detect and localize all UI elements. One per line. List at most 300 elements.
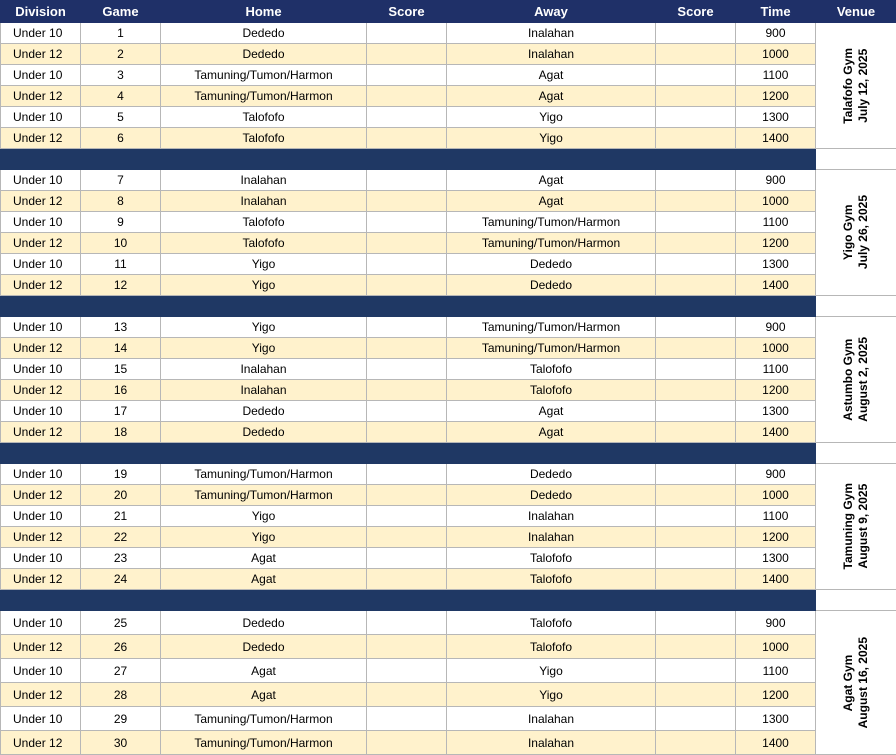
away-score-cell[interactable] (656, 86, 736, 107)
time-cell: 1400 (736, 128, 816, 149)
home-score-cell[interactable] (367, 506, 447, 527)
game-number-cell: 14 (81, 338, 161, 359)
game-number-cell: 7 (81, 170, 161, 191)
venue-label (841, 483, 871, 569)
away-score-cell[interactable] (656, 611, 736, 635)
home-team-cell: Yigo (161, 254, 367, 275)
table-row (1, 485, 896, 506)
home-header: Home (161, 1, 367, 23)
away-score-cell[interactable] (656, 683, 736, 707)
away-team-cell: Agat (447, 170, 656, 191)
table-row (1, 548, 896, 569)
time-cell: 900 (736, 23, 816, 44)
table-row (1, 275, 896, 296)
separator-cell (367, 590, 447, 611)
home-team-cell: Agat (161, 569, 367, 590)
time-cell: 900 (736, 170, 816, 191)
home-score-cell[interactable] (367, 86, 447, 107)
separator-cell (161, 296, 367, 317)
table-row (1, 635, 896, 659)
game-number-cell: 15 (81, 359, 161, 380)
home-team-cell: Dededo (161, 23, 367, 44)
table-row (1, 401, 896, 422)
game-number-cell: 27 (81, 659, 161, 683)
time-cell: 1200 (736, 683, 816, 707)
table-row (1, 107, 896, 128)
venue-name: Yigo Gym (841, 195, 856, 269)
time-cell: 1200 (736, 380, 816, 401)
home-score-cell[interactable] (367, 44, 447, 65)
away-score-cell[interactable] (656, 401, 736, 422)
time-cell: 1300 (736, 254, 816, 275)
division-cell: Under 10 (1, 707, 81, 731)
game-number-cell: 29 (81, 707, 161, 731)
away-score-cell[interactable] (656, 338, 736, 359)
game-number-cell: 6 (81, 128, 161, 149)
game-number-cell: 11 (81, 254, 161, 275)
separator-cell (447, 149, 656, 170)
away-score-cell[interactable] (656, 128, 736, 149)
home-score-cell[interactable] (367, 659, 447, 683)
time-cell: 1200 (736, 86, 816, 107)
away-team-cell: Talofofo (447, 569, 656, 590)
away-score-cell[interactable] (656, 527, 736, 548)
division-cell: Under 12 (1, 338, 81, 359)
home-score-cell[interactable] (367, 683, 447, 707)
separator-cell (1, 590, 81, 611)
venue-name: Astumbo Gym (841, 337, 856, 422)
home-score-cell[interactable] (367, 548, 447, 569)
home-team-cell: Talofofo (161, 212, 367, 233)
separator-cell (367, 443, 447, 464)
table-row (1, 317, 896, 338)
home-score-cell[interactable] (367, 635, 447, 659)
away-team-cell: Inalahan (447, 731, 656, 755)
game-number-cell: 4 (81, 86, 161, 107)
division-cell: Under 12 (1, 731, 81, 755)
away-team-cell: Yigo (447, 107, 656, 128)
game-number-cell: 25 (81, 611, 161, 635)
time-cell: 1000 (736, 44, 816, 65)
game-number-cell: 22 (81, 527, 161, 548)
division-cell: Under 10 (1, 401, 81, 422)
venue-date: August 9, 2025 (856, 483, 871, 569)
home-team-cell: Tamuning/Tumon/Harmon (161, 464, 367, 485)
separator-cell (736, 590, 816, 611)
away-score-cell[interactable] (656, 317, 736, 338)
time-cell: 1400 (736, 731, 816, 755)
time-cell: 1000 (736, 485, 816, 506)
table-row (1, 170, 896, 191)
away-score-cell[interactable] (656, 548, 736, 569)
table-row (1, 422, 896, 443)
separator-venue-cell (816, 590, 896, 611)
home-score-cell[interactable] (367, 611, 447, 635)
division-cell: Under 12 (1, 233, 81, 254)
away-team-cell: Dededo (447, 275, 656, 296)
game-number-cell: 17 (81, 401, 161, 422)
time-cell: 900 (736, 317, 816, 338)
away-team-cell: Inalahan (447, 506, 656, 527)
home-team-cell: Talofofo (161, 128, 367, 149)
time-cell: 1400 (736, 275, 816, 296)
away-team-cell: Agat (447, 86, 656, 107)
time-cell: 1100 (736, 212, 816, 233)
home-score-header: Score (367, 1, 447, 23)
time-cell: 1300 (736, 548, 816, 569)
home-score-cell[interactable] (367, 464, 447, 485)
time-cell: 1300 (736, 707, 816, 731)
separator-cell (736, 443, 816, 464)
table-row (1, 191, 896, 212)
separator-cell (1, 296, 81, 317)
division-cell: Under 12 (1, 191, 81, 212)
separator-cell (736, 296, 816, 317)
game-header: Game (81, 1, 161, 23)
table-row (1, 683, 896, 707)
away-score-cell[interactable] (656, 659, 736, 683)
schedule-body (1, 23, 896, 755)
division-cell: Under 10 (1, 212, 81, 233)
separator-cell (161, 149, 367, 170)
time-header: Time (736, 1, 816, 23)
time-cell: 1100 (736, 506, 816, 527)
away-team-cell: Inalahan (447, 527, 656, 548)
home-score-cell[interactable] (367, 401, 447, 422)
game-number-cell: 24 (81, 569, 161, 590)
separator-cell (656, 149, 736, 170)
table-row (1, 254, 896, 275)
home-team-cell: Dededo (161, 635, 367, 659)
time-cell: 900 (736, 611, 816, 635)
away-team-cell: Dededo (447, 254, 656, 275)
home-score-cell[interactable] (367, 107, 447, 128)
game-number-cell: 30 (81, 731, 161, 755)
home-team-cell: Inalahan (161, 191, 367, 212)
home-team-cell: Dededo (161, 44, 367, 65)
home-team-cell: Tamuning/Tumon/Harmon (161, 485, 367, 506)
separator-venue-cell (816, 149, 896, 170)
game-number-cell: 1 (81, 23, 161, 44)
home-team-cell: Inalahan (161, 170, 367, 191)
table-row (1, 569, 896, 590)
venue-label (841, 48, 871, 124)
away-score-cell[interactable] (656, 506, 736, 527)
away-header: Away (447, 1, 656, 23)
home-team-cell: Yigo (161, 317, 367, 338)
game-number-cell: 3 (81, 65, 161, 86)
away-score-cell[interactable] (656, 635, 736, 659)
home-score-cell[interactable] (367, 65, 447, 86)
away-score-cell[interactable] (656, 485, 736, 506)
home-score-cell[interactable] (367, 380, 447, 401)
separator-row (1, 590, 896, 611)
venue-name: Talafofo Gym (841, 48, 856, 124)
home-score-cell[interactable] (367, 707, 447, 731)
table-row (1, 359, 896, 380)
away-team-cell: Tamuning/Tumon/Harmon (447, 212, 656, 233)
table-row (1, 65, 896, 86)
home-team-cell: Inalahan (161, 380, 367, 401)
away-score-cell[interactable] (656, 464, 736, 485)
game-number-cell: 18 (81, 422, 161, 443)
away-team-cell: Talofofo (447, 359, 656, 380)
away-team-cell: Agat (447, 422, 656, 443)
separator-cell (736, 149, 816, 170)
separator-venue-cell (816, 443, 896, 464)
away-score-cell[interactable] (656, 107, 736, 128)
division-cell: Under 12 (1, 128, 81, 149)
venue-cell (816, 170, 896, 296)
division-cell: Under 10 (1, 548, 81, 569)
division-cell: Under 10 (1, 611, 81, 635)
game-number-cell: 19 (81, 464, 161, 485)
table-row (1, 86, 896, 107)
separator-cell (367, 296, 447, 317)
separator-cell (161, 590, 367, 611)
away-score-cell[interactable] (656, 65, 736, 86)
game-number-cell: 8 (81, 191, 161, 212)
division-cell: Under 12 (1, 422, 81, 443)
game-number-cell: 10 (81, 233, 161, 254)
separator-cell (1, 443, 81, 464)
home-score-cell[interactable] (367, 338, 447, 359)
table-row (1, 527, 896, 548)
venue-cell (816, 464, 896, 590)
away-team-cell: Yigo (447, 659, 656, 683)
separator-cell (81, 590, 161, 611)
separator-cell (1, 149, 81, 170)
table-row (1, 233, 896, 254)
table-row (1, 23, 896, 44)
home-score-cell[interactable] (367, 212, 447, 233)
time-cell: 1000 (736, 635, 816, 659)
division-cell: Under 12 (1, 485, 81, 506)
header-row (1, 1, 896, 23)
away-score-cell[interactable] (656, 380, 736, 401)
home-team-cell: Agat (161, 548, 367, 569)
division-cell: Under 10 (1, 254, 81, 275)
division-cell: Under 12 (1, 683, 81, 707)
division-cell: Under 12 (1, 527, 81, 548)
away-score-cell[interactable] (656, 254, 736, 275)
game-number-cell: 23 (81, 548, 161, 569)
home-team-cell: Tamuning/Tumon/Harmon (161, 86, 367, 107)
venue-date: July 12, 2025 (856, 48, 871, 124)
division-cell: Under 10 (1, 506, 81, 527)
separator-cell (81, 149, 161, 170)
time-cell: 1200 (736, 233, 816, 254)
home-team-cell: Yigo (161, 527, 367, 548)
home-score-cell[interactable] (367, 233, 447, 254)
division-cell: Under 10 (1, 464, 81, 485)
away-team-cell: Tamuning/Tumon/Harmon (447, 233, 656, 254)
venue-date: August 16, 2025 (856, 637, 871, 728)
table-row (1, 707, 896, 731)
home-score-cell[interactable] (367, 527, 447, 548)
table-row (1, 212, 896, 233)
home-team-cell: Yigo (161, 506, 367, 527)
division-cell: Under 10 (1, 359, 81, 380)
away-score-cell[interactable] (656, 731, 736, 755)
away-score-cell[interactable] (656, 191, 736, 212)
venue-date: August 2, 2025 (856, 337, 871, 422)
away-score-cell[interactable] (656, 170, 736, 191)
away-score-cell[interactable] (656, 233, 736, 254)
away-team-cell: Dededo (447, 485, 656, 506)
time-cell: 1100 (736, 65, 816, 86)
away-score-cell[interactable] (656, 275, 736, 296)
home-score-cell[interactable] (367, 317, 447, 338)
table-row (1, 128, 896, 149)
venue-label (841, 637, 871, 728)
home-team-cell: Agat (161, 683, 367, 707)
away-team-cell: Dededo (447, 464, 656, 485)
venue-cell (816, 317, 896, 443)
home-team-cell: Dededo (161, 611, 367, 635)
home-score-cell[interactable] (367, 23, 447, 44)
away-team-cell: Talofofo (447, 635, 656, 659)
game-number-cell: 16 (81, 380, 161, 401)
division-cell: Under 10 (1, 317, 81, 338)
division-cell: Under 10 (1, 107, 81, 128)
game-number-cell: 9 (81, 212, 161, 233)
home-score-cell[interactable] (367, 485, 447, 506)
separator-cell (447, 443, 656, 464)
away-score-cell[interactable] (656, 707, 736, 731)
separator-row (1, 149, 896, 170)
game-number-cell: 2 (81, 44, 161, 65)
away-team-cell: Tamuning/Tumon/Harmon (447, 317, 656, 338)
separator-cell (447, 590, 656, 611)
home-team-cell: Dededo (161, 401, 367, 422)
away-team-cell: Yigo (447, 683, 656, 707)
home-team-cell: Inalahan (161, 359, 367, 380)
venue-cell (816, 23, 896, 149)
home-team-cell: Talofofo (161, 233, 367, 254)
time-cell: 1000 (736, 338, 816, 359)
separator-cell (81, 443, 161, 464)
away-score-cell[interactable] (656, 23, 736, 44)
division-cell: Under 10 (1, 659, 81, 683)
away-score-cell[interactable] (656, 44, 736, 65)
division-cell: Under 10 (1, 65, 81, 86)
division-cell: Under 12 (1, 86, 81, 107)
time-cell: 1000 (736, 191, 816, 212)
away-team-cell: Inalahan (447, 44, 656, 65)
time-cell: 1200 (736, 527, 816, 548)
home-score-cell[interactable] (367, 731, 447, 755)
table-row (1, 338, 896, 359)
away-team-cell: Talofofo (447, 611, 656, 635)
away-team-cell: Tamuning/Tumon/Harmon (447, 338, 656, 359)
game-number-cell: 20 (81, 485, 161, 506)
home-team-cell: Talofofo (161, 107, 367, 128)
separator-cell (161, 443, 367, 464)
away-team-cell: Agat (447, 65, 656, 86)
home-team-cell: Dededo (161, 422, 367, 443)
table-row (1, 380, 896, 401)
venue-cell (816, 611, 896, 755)
away-score-cell[interactable] (656, 422, 736, 443)
game-number-cell: 13 (81, 317, 161, 338)
time-cell: 1300 (736, 401, 816, 422)
away-team-cell: Agat (447, 401, 656, 422)
away-score-cell[interactable] (656, 569, 736, 590)
table-row (1, 659, 896, 683)
separator-row (1, 296, 896, 317)
home-team-cell: Tamuning/Tumon/Harmon (161, 707, 367, 731)
table-row (1, 44, 896, 65)
venue-name: Agat Gym (841, 637, 856, 728)
time-cell: 1300 (736, 107, 816, 128)
separator-row (1, 443, 896, 464)
home-team-cell: Tamuning/Tumon/Harmon (161, 731, 367, 755)
home-score-cell[interactable] (367, 422, 447, 443)
separator-cell (367, 149, 447, 170)
venue-header: Venue (816, 1, 896, 23)
home-score-cell[interactable] (367, 170, 447, 191)
away-team-cell: Inalahan (447, 707, 656, 731)
home-score-cell[interactable] (367, 191, 447, 212)
home-score-cell[interactable] (367, 569, 447, 590)
division-cell: Under 10 (1, 170, 81, 191)
separator-venue-cell (816, 296, 896, 317)
separator-cell (656, 296, 736, 317)
away-score-header: Score (656, 1, 736, 23)
home-team-cell: Yigo (161, 338, 367, 359)
time-cell: 1100 (736, 359, 816, 380)
time-cell: 1400 (736, 422, 816, 443)
table-row (1, 611, 896, 635)
time-cell: 1100 (736, 659, 816, 683)
game-number-cell: 21 (81, 506, 161, 527)
home-score-cell[interactable] (367, 359, 447, 380)
away-team-cell: Talofofo (447, 380, 656, 401)
separator-cell (81, 296, 161, 317)
table-row (1, 464, 896, 485)
division-cell: Under 12 (1, 569, 81, 590)
away-score-cell[interactable] (656, 359, 736, 380)
division-cell: Under 10 (1, 23, 81, 44)
away-team-cell: Yigo (447, 128, 656, 149)
time-cell: 1400 (736, 569, 816, 590)
game-number-cell: 26 (81, 635, 161, 659)
venue-label (841, 337, 871, 422)
away-score-cell[interactable] (656, 212, 736, 233)
away-team-cell: Inalahan (447, 23, 656, 44)
game-number-cell: 12 (81, 275, 161, 296)
division-cell: Under 12 (1, 44, 81, 65)
separator-cell (447, 296, 656, 317)
venue-date: July 26, 2025 (856, 195, 871, 269)
home-score-cell[interactable] (367, 128, 447, 149)
division-header: Division (1, 1, 81, 23)
separator-cell (656, 443, 736, 464)
time-cell: 900 (736, 464, 816, 485)
division-cell: Under 12 (1, 380, 81, 401)
venue-name: Tamuning Gym (841, 483, 856, 569)
home-team-cell: Agat (161, 659, 367, 683)
home-score-cell[interactable] (367, 275, 447, 296)
division-cell: Under 12 (1, 275, 81, 296)
division-cell: Under 12 (1, 635, 81, 659)
table-row (1, 506, 896, 527)
separator-cell (656, 590, 736, 611)
game-number-cell: 28 (81, 683, 161, 707)
venue-label (841, 195, 871, 269)
home-score-cell[interactable] (367, 254, 447, 275)
